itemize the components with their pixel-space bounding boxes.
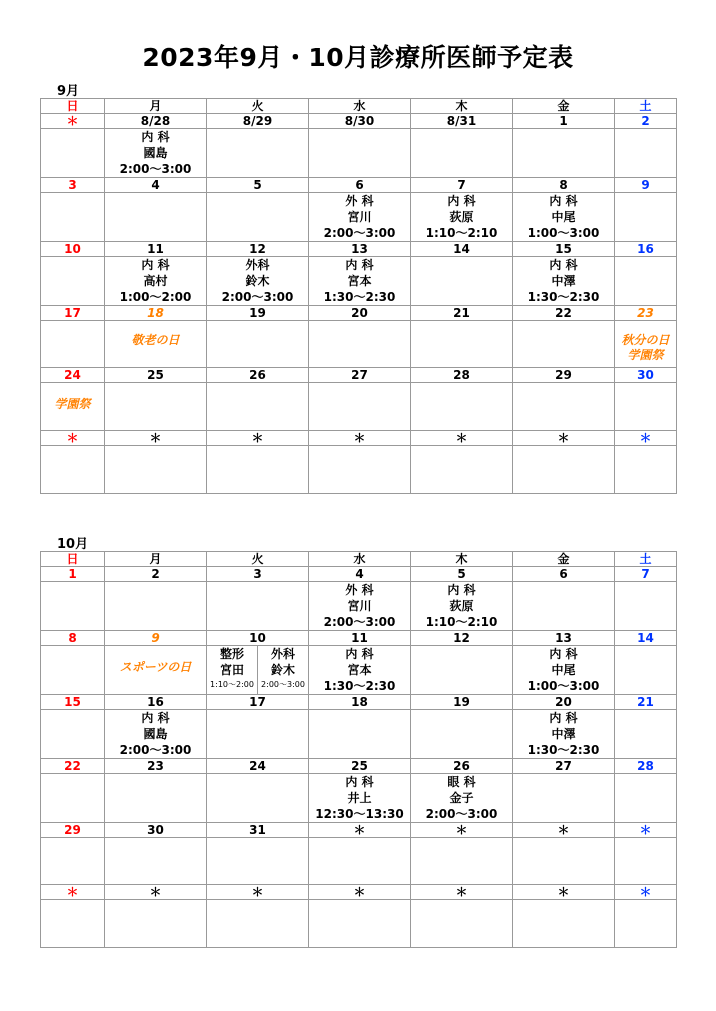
entry-row (41, 646, 677, 695)
day-body-cell (411, 900, 513, 948)
day-body-cell (513, 383, 615, 431)
entry-dept: 内 科 (549, 711, 578, 725)
day-body-cell (207, 321, 309, 368)
day-body-cell (411, 774, 513, 823)
schedule-entry (309, 582, 410, 630)
date-cell: ＊ (105, 431, 207, 446)
date-cell: 3 (41, 178, 105, 193)
entry-dept: 外 科 (345, 194, 374, 208)
date-cell: ＊ (615, 823, 677, 838)
day-body-cell (309, 900, 411, 948)
weekday-cell: 土 (615, 552, 677, 567)
schedule-entry (411, 774, 512, 822)
split-entry (207, 646, 308, 694)
date-cell: 10 (207, 631, 309, 646)
entry-doc: 宮川 (347, 599, 372, 613)
day-body-cell (615, 383, 677, 431)
entry-row (41, 129, 677, 178)
weekday-cell: 火 (207, 99, 309, 114)
day-body-cell (41, 129, 105, 178)
day-body-cell (615, 129, 677, 178)
day-body-cell (411, 710, 513, 759)
date-cell: 1 (513, 114, 615, 129)
day-body-cell (411, 838, 513, 885)
date-cell: 18 (105, 306, 207, 321)
date-cell: 19 (207, 306, 309, 321)
entry-dept: 整形 (219, 647, 244, 661)
weekday-cell: 金 (513, 99, 615, 114)
day-body-cell (207, 257, 309, 306)
day-body-cell (309, 193, 411, 242)
entry-time: 12:30～13:30 (315, 807, 404, 821)
september-calendar (40, 98, 677, 494)
day-body-cell (615, 446, 677, 494)
weekday-cell: 金 (513, 552, 615, 567)
date-cell: 25 (105, 368, 207, 383)
day-body-cell (309, 646, 411, 695)
weekday-header (41, 99, 677, 114)
entry-time: 2:00～3:00 (323, 226, 396, 240)
weekday-header (41, 552, 677, 567)
day-body-cell (615, 838, 677, 885)
entry-time: 1:10～2:10 (425, 226, 498, 240)
date-cell: 28 (411, 368, 513, 383)
entry-dept: 内 科 (345, 647, 374, 661)
entry-doc: 宮川 (347, 210, 372, 224)
day-body-cell (513, 321, 615, 368)
entry-doc: 高村 (143, 274, 168, 288)
day-body-cell (41, 321, 105, 368)
day-body-cell (411, 446, 513, 494)
date-cell: ＊ (41, 431, 105, 446)
date-cell: 2 (615, 114, 677, 129)
date-cell: 11 (309, 631, 411, 646)
date-cell: 8 (513, 178, 615, 193)
day-body-cell (615, 900, 677, 948)
day-body-cell (207, 193, 309, 242)
day-body-cell (41, 446, 105, 494)
entry-dept: 外科 (245, 258, 270, 272)
day-body-cell (41, 383, 105, 431)
day-body-cell (513, 446, 615, 494)
schedule-entry (513, 646, 614, 694)
entry-time: 1:30～2:30 (323, 679, 396, 693)
date-cell: 22 (513, 306, 615, 321)
october-label: 10月 (57, 537, 89, 552)
entry-doc: 中尾 (551, 210, 576, 224)
split-left (207, 646, 258, 694)
date-cell: 26 (207, 368, 309, 383)
day-body-cell (105, 838, 207, 885)
day-body-cell (105, 383, 207, 431)
entry-time: 2:00～3:00 (261, 680, 305, 689)
entry-time: 1:30～2:30 (323, 290, 396, 304)
date-row (41, 695, 677, 710)
day-body-cell (207, 446, 309, 494)
day-body-cell (309, 129, 411, 178)
day-body-cell (411, 383, 513, 431)
day-body-cell (207, 582, 309, 631)
day-body-cell (513, 257, 615, 306)
date-cell: 15 (513, 242, 615, 257)
date-row (41, 178, 677, 193)
day-body-cell (411, 193, 513, 242)
entry-time: 1:00～3:00 (527, 679, 600, 693)
day-body-cell (207, 710, 309, 759)
day-body-cell (309, 774, 411, 823)
schedule-entry (513, 257, 614, 305)
entry-row (41, 710, 677, 759)
day-body-cell (513, 129, 615, 178)
date-cell: 8/29 (207, 114, 309, 129)
date-cell: 14 (411, 242, 513, 257)
schedule-entry (309, 257, 410, 305)
date-cell: 24 (41, 368, 105, 383)
date-cell: 20 (309, 306, 411, 321)
entry-time: 1:00～2:00 (119, 290, 192, 304)
date-cell: 12 (207, 242, 309, 257)
event-label: 学園祭 (54, 397, 91, 411)
day-body-cell (105, 710, 207, 759)
entry-doc: 宮本 (347, 663, 372, 677)
day-body-cell (41, 646, 105, 695)
day-body-cell (513, 193, 615, 242)
schedule-entry (411, 582, 512, 630)
date-row (41, 242, 677, 257)
date-cell: 24 (207, 759, 309, 774)
entry-time: 1:10～2:00 (210, 680, 254, 689)
date-cell: ＊ (615, 885, 677, 900)
date-cell: 23 (615, 306, 677, 321)
date-cell: 8/31 (411, 114, 513, 129)
schedule-entry (207, 257, 308, 305)
date-cell: 22 (41, 759, 105, 774)
weekday-cell: 日 (41, 552, 105, 567)
day-body-cell (309, 321, 411, 368)
entry-time: 1:00～3:00 (527, 226, 600, 240)
date-row (41, 567, 677, 582)
date-cell: 7 (615, 567, 677, 582)
weekday-cell: 土 (615, 99, 677, 114)
entry-doc: 鈴木 (270, 663, 295, 677)
entry-row (41, 257, 677, 306)
entry-doc: 金子 (449, 791, 474, 805)
day-body-cell (411, 257, 513, 306)
entry-doc: 國島 (143, 727, 168, 741)
date-cell: 9 (615, 178, 677, 193)
date-cell: ＊ (411, 885, 513, 900)
date-cell: 6 (513, 567, 615, 582)
entry-row (41, 383, 677, 431)
day-body-cell (105, 900, 207, 948)
day-body-cell (105, 446, 207, 494)
october-calendar (40, 551, 677, 948)
date-cell: ＊ (41, 114, 105, 129)
entry-dept: 内 科 (447, 583, 476, 597)
entry-doc: 荻原 (449, 599, 474, 613)
entry-dept: 内 科 (141, 711, 170, 725)
entry-time: 2:00～3:00 (221, 290, 294, 304)
date-cell: 11 (105, 242, 207, 257)
date-cell: ＊ (207, 885, 309, 900)
day-body-cell (411, 321, 513, 368)
entry-dept: 眼 科 (447, 775, 476, 789)
date-cell: 20 (513, 695, 615, 710)
entry-row (41, 900, 677, 948)
entry-doc: 井上 (347, 791, 372, 805)
date-cell: 3 (207, 567, 309, 582)
date-cell: 6 (309, 178, 411, 193)
date-row (41, 885, 677, 900)
day-body-cell (105, 321, 207, 368)
date-row (41, 114, 677, 129)
day-body-cell (513, 582, 615, 631)
date-cell: 8/30 (309, 114, 411, 129)
schedule-entry (309, 646, 410, 694)
day-body-cell (513, 900, 615, 948)
day-body-cell (207, 383, 309, 431)
date-cell: 29 (513, 368, 615, 383)
day-body-cell (41, 193, 105, 242)
weekday-cell: 木 (411, 552, 513, 567)
date-cell: ＊ (513, 823, 615, 838)
date-cell: 17 (41, 306, 105, 321)
date-cell: 25 (309, 759, 411, 774)
day-body-cell (411, 582, 513, 631)
date-cell: ＊ (207, 431, 309, 446)
date-cell: 18 (309, 695, 411, 710)
date-cell: 9 (105, 631, 207, 646)
day-body-cell (41, 710, 105, 759)
entry-dept: 内 科 (447, 194, 476, 208)
entry-doc: 宮田 (219, 663, 244, 677)
entry-dept: 外科 (270, 647, 295, 661)
entry-dept: 内 科 (141, 258, 170, 272)
day-body-cell (411, 129, 513, 178)
entry-row (41, 774, 677, 823)
entry-row (41, 582, 677, 631)
entry-row (41, 838, 677, 885)
day-body-cell (41, 838, 105, 885)
date-cell: 21 (411, 306, 513, 321)
date-cell: 21 (615, 695, 677, 710)
date-cell: ＊ (513, 431, 615, 446)
day-body-cell (309, 383, 411, 431)
date-cell: 26 (411, 759, 513, 774)
schedule-entry (513, 193, 614, 241)
day-body-cell (615, 710, 677, 759)
schedule-entry (105, 129, 206, 177)
holiday-label: 敬老の日 (131, 333, 180, 347)
date-cell: 27 (309, 368, 411, 383)
entry-time: 1:10～2:10 (425, 615, 498, 629)
date-row (41, 631, 677, 646)
day-body-cell (105, 646, 207, 695)
date-cell: ＊ (615, 431, 677, 446)
date-cell: 31 (207, 823, 309, 838)
day-body-cell (105, 582, 207, 631)
entry-row (41, 446, 677, 494)
entry-dept: 内 科 (549, 647, 578, 661)
day-body-cell (615, 774, 677, 823)
entry-time: 2:00～3:00 (323, 615, 396, 629)
entry-doc: 鈴木 (245, 274, 270, 288)
date-row (41, 306, 677, 321)
weekday-cell: 水 (309, 99, 411, 114)
day-body-cell (615, 193, 677, 242)
day-body-cell (309, 582, 411, 631)
date-cell: 5 (207, 178, 309, 193)
day-body-cell (309, 710, 411, 759)
event-label: 学園祭 (627, 348, 664, 362)
date-row (41, 368, 677, 383)
entry-time: 1:30～2:30 (527, 290, 600, 304)
date-cell: 12 (411, 631, 513, 646)
weekday-cell: 木 (411, 99, 513, 114)
entry-time: 2:00～3:00 (119, 162, 192, 176)
day-body-cell (207, 838, 309, 885)
day-body-cell (309, 257, 411, 306)
entry-doc: 國島 (143, 146, 168, 160)
day-body-cell (513, 710, 615, 759)
date-cell: 16 (615, 242, 677, 257)
date-cell: ＊ (105, 885, 207, 900)
day-body-cell (207, 900, 309, 948)
date-cell: 2 (105, 567, 207, 582)
date-cell: 13 (513, 631, 615, 646)
entry-dept: 内 科 (141, 130, 170, 144)
entry-doc: 中尾 (551, 663, 576, 677)
date-cell: 17 (207, 695, 309, 710)
date-cell: ＊ (513, 885, 615, 900)
split-right (258, 646, 308, 694)
date-cell: 23 (105, 759, 207, 774)
entry-doc: 荻原 (449, 210, 474, 224)
schedule-entry (309, 774, 410, 822)
weekday-cell: 日 (41, 99, 105, 114)
schedule-entry (309, 193, 410, 241)
day-body-cell (513, 838, 615, 885)
date-cell: 8 (41, 631, 105, 646)
entry-dept: 内 科 (549, 194, 578, 208)
day-body-cell (207, 646, 309, 695)
day-body-cell (41, 257, 105, 306)
date-cell: ＊ (309, 431, 411, 446)
entry-time: 2:00～3:00 (119, 743, 192, 757)
entry-row (41, 321, 677, 368)
entry-doc: 宮本 (347, 274, 372, 288)
day-body-cell (41, 900, 105, 948)
date-row (41, 823, 677, 838)
date-cell: ＊ (309, 823, 411, 838)
entry-time: 1:30～2:30 (527, 743, 600, 757)
day-body-cell (615, 582, 677, 631)
entry-dept: 内 科 (345, 775, 374, 789)
date-cell: 30 (105, 823, 207, 838)
day-body-cell (207, 129, 309, 178)
day-body-cell (411, 646, 513, 695)
schedule-entry (105, 710, 206, 758)
day-body-cell (105, 774, 207, 823)
day-body-cell (41, 774, 105, 823)
holiday-label: 秋分の日 (621, 333, 670, 347)
entry-dept: 外 科 (345, 583, 374, 597)
date-cell: ＊ (411, 823, 513, 838)
day-body-cell (105, 129, 207, 178)
holiday-label: スポーツの日 (119, 660, 192, 674)
day-body-cell (309, 838, 411, 885)
day-body-cell (615, 257, 677, 306)
weekday-cell: 月 (105, 99, 207, 114)
entry-doc: 中澤 (551, 274, 576, 288)
day-body-cell (105, 257, 207, 306)
september-label: 9月 (57, 84, 80, 99)
date-cell: 4 (309, 567, 411, 582)
schedule-entry (513, 710, 614, 758)
date-cell: 7 (411, 178, 513, 193)
date-cell: 1 (41, 567, 105, 582)
date-cell: ＊ (309, 885, 411, 900)
day-body-cell (615, 321, 677, 368)
date-cell: ＊ (411, 431, 513, 446)
weekday-cell: 水 (309, 552, 411, 567)
day-body-cell (41, 582, 105, 631)
day-body-cell (309, 446, 411, 494)
day-body-cell (105, 193, 207, 242)
day-body-cell (513, 774, 615, 823)
date-cell: 8/28 (105, 114, 207, 129)
date-cell: ＊ (41, 885, 105, 900)
date-cell: 10 (41, 242, 105, 257)
date-row (41, 431, 677, 446)
date-cell: 13 (309, 242, 411, 257)
schedule-entry (105, 257, 206, 305)
entry-row (41, 193, 677, 242)
date-cell: 28 (615, 759, 677, 774)
date-cell: 15 (41, 695, 105, 710)
date-cell: 30 (615, 368, 677, 383)
date-cell: 16 (105, 695, 207, 710)
date-cell: 29 (41, 823, 105, 838)
date-cell: 27 (513, 759, 615, 774)
entry-doc: 中澤 (551, 727, 576, 741)
day-body-cell (207, 774, 309, 823)
date-row (41, 759, 677, 774)
date-cell: 14 (615, 631, 677, 646)
entry-dept: 内 科 (549, 258, 578, 272)
weekday-cell: 月 (105, 552, 207, 567)
weekday-cell: 火 (207, 552, 309, 567)
page-title: 2023年9月・10月診療所医師予定表 (142, 43, 574, 72)
date-cell: 5 (411, 567, 513, 582)
date-cell: 4 (105, 178, 207, 193)
entry-time: 2:00～3:00 (425, 807, 498, 821)
day-body-cell (513, 646, 615, 695)
date-cell: 19 (411, 695, 513, 710)
schedule-entry (411, 193, 512, 241)
day-body-cell (615, 646, 677, 695)
entry-dept: 内 科 (345, 258, 374, 272)
